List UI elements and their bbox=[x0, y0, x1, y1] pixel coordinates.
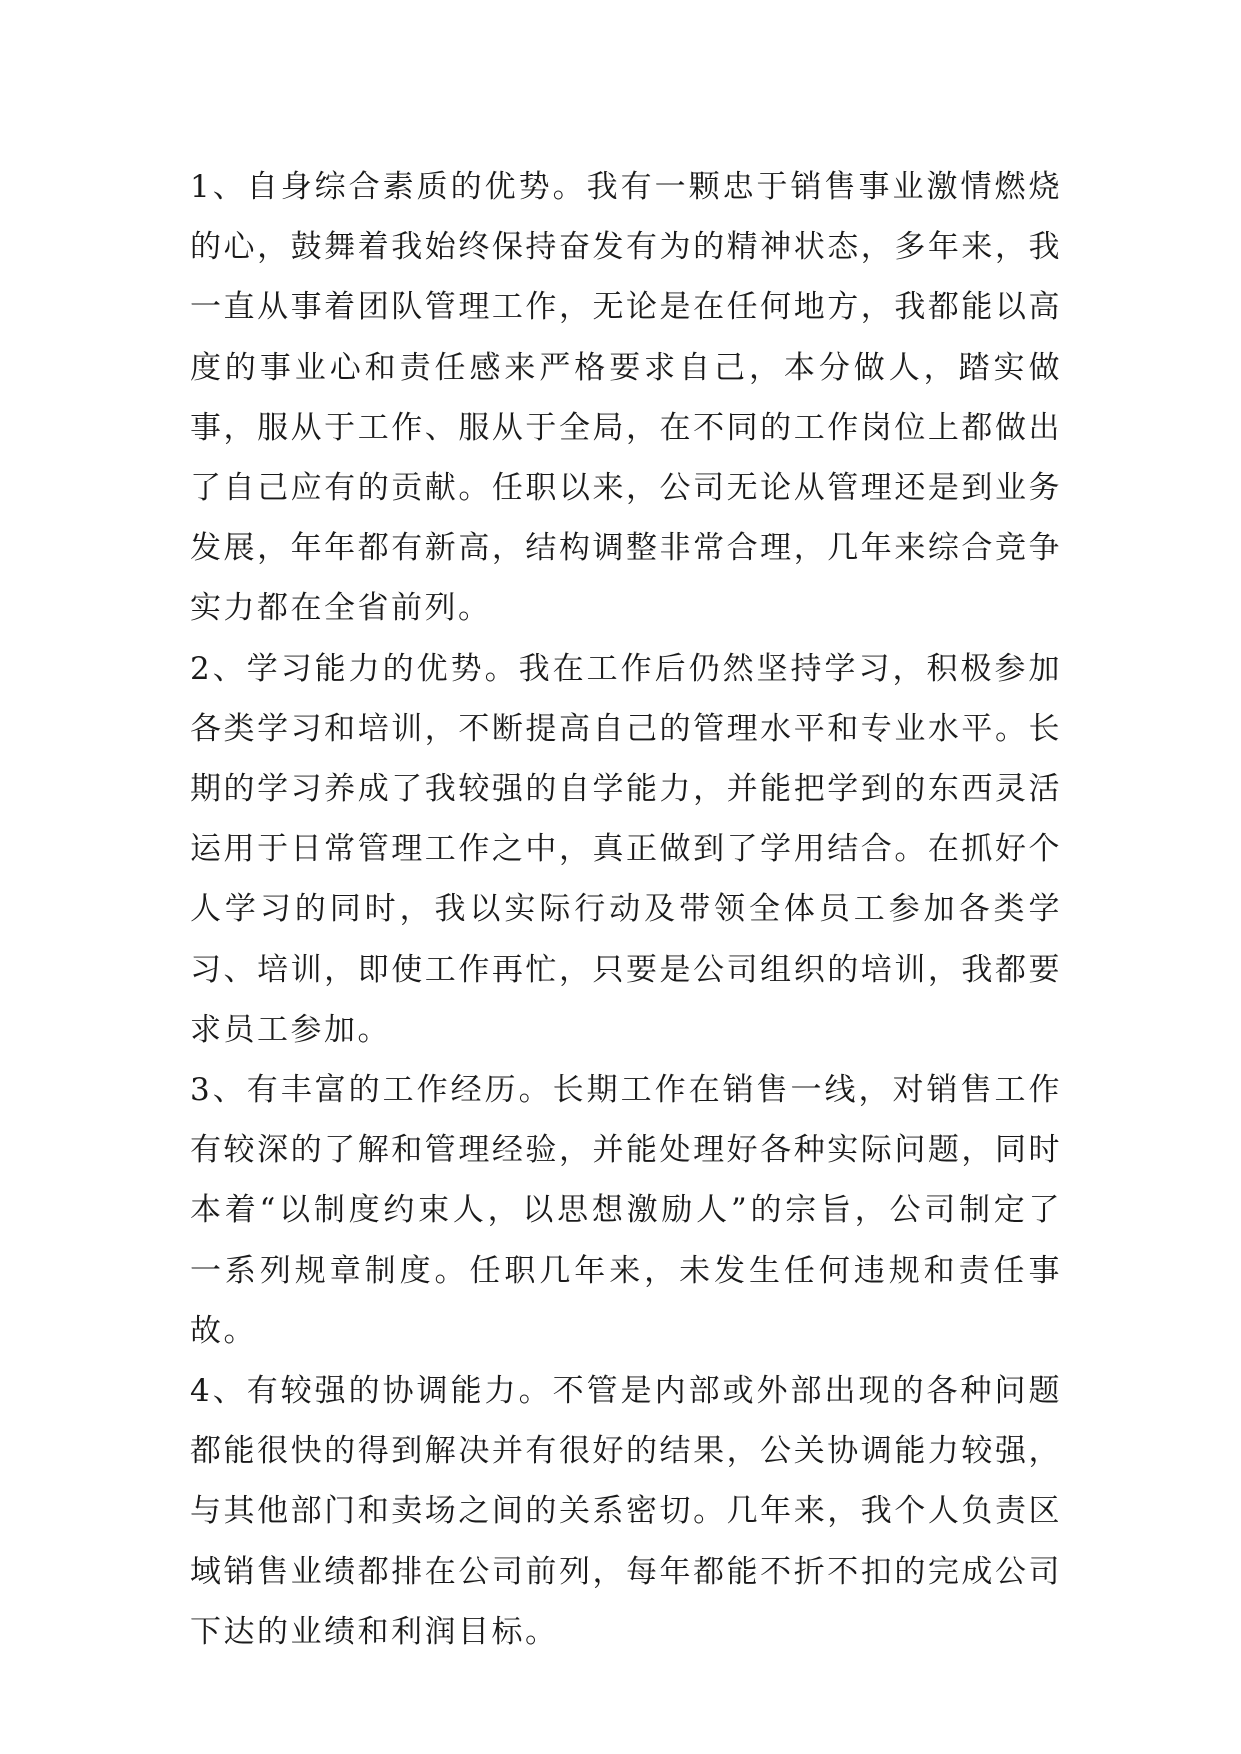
document-body bbox=[190, 157, 1062, 1662]
paragraph-3: 3、有丰富的工作经历。长期工作在销售一线，对销售工作有较深的了解和管理经验，并能处理好各种实际问题，同时本着“以制度约束人，以思想激励人”的宗旨，公司制定了一系列规章制度。任职几年来，未发生任何违规和责任事故。 bbox=[190, 1072, 1062, 1349]
paragraph-2: 2、学习能力的优势。我在工作后仍然坚持学习，积极参加各类学习和培训，不断提高自己的管理水平和专业水平。长期的学习养成了我较强的自学能力，并能把学到的东西灵活运用于日常管理工作之中，真正做到了学用结合。在抓好个人学习的同时，我以实际行动及带领全体员工参加各类学习、培训，即使工作再忙，只要是公司组织的培训，我都要求员工参加。 bbox=[190, 650, 1062, 1048]
paragraph-1: 1、自身综合素质的优势。我有一颗忠于销售事业激情燃烧的心，鼓舞着我始终保持奋发有为的精神状态，多年来，我一直从事着团队管理工作，无论是在任何地方，我都能以高度的事业心和责任感来严格要求自己，本分做人，踏实做事，服从于工作、服从于全局，在不同的工作岗位上都做出了自己应有的贡献。任职以来，公司无论从管理还是到业务发展，年年都有新高，结构调整非常合理，几年来综合竞争实力都在全省前列。 bbox=[190, 169, 1062, 627]
paragraph-4: 4、有较强的协调能力。不管是内部或外部出现的各种问题都能很快的得到解决并有很好的结果，公关协调能力较强，与其他部门和卖场之间的关系密切。几年来，我个人负责区域销售业绩都排在公司前列，每年都能不折不扣的完成公司下达的业绩和利润目标。 bbox=[190, 1373, 1062, 1650]
